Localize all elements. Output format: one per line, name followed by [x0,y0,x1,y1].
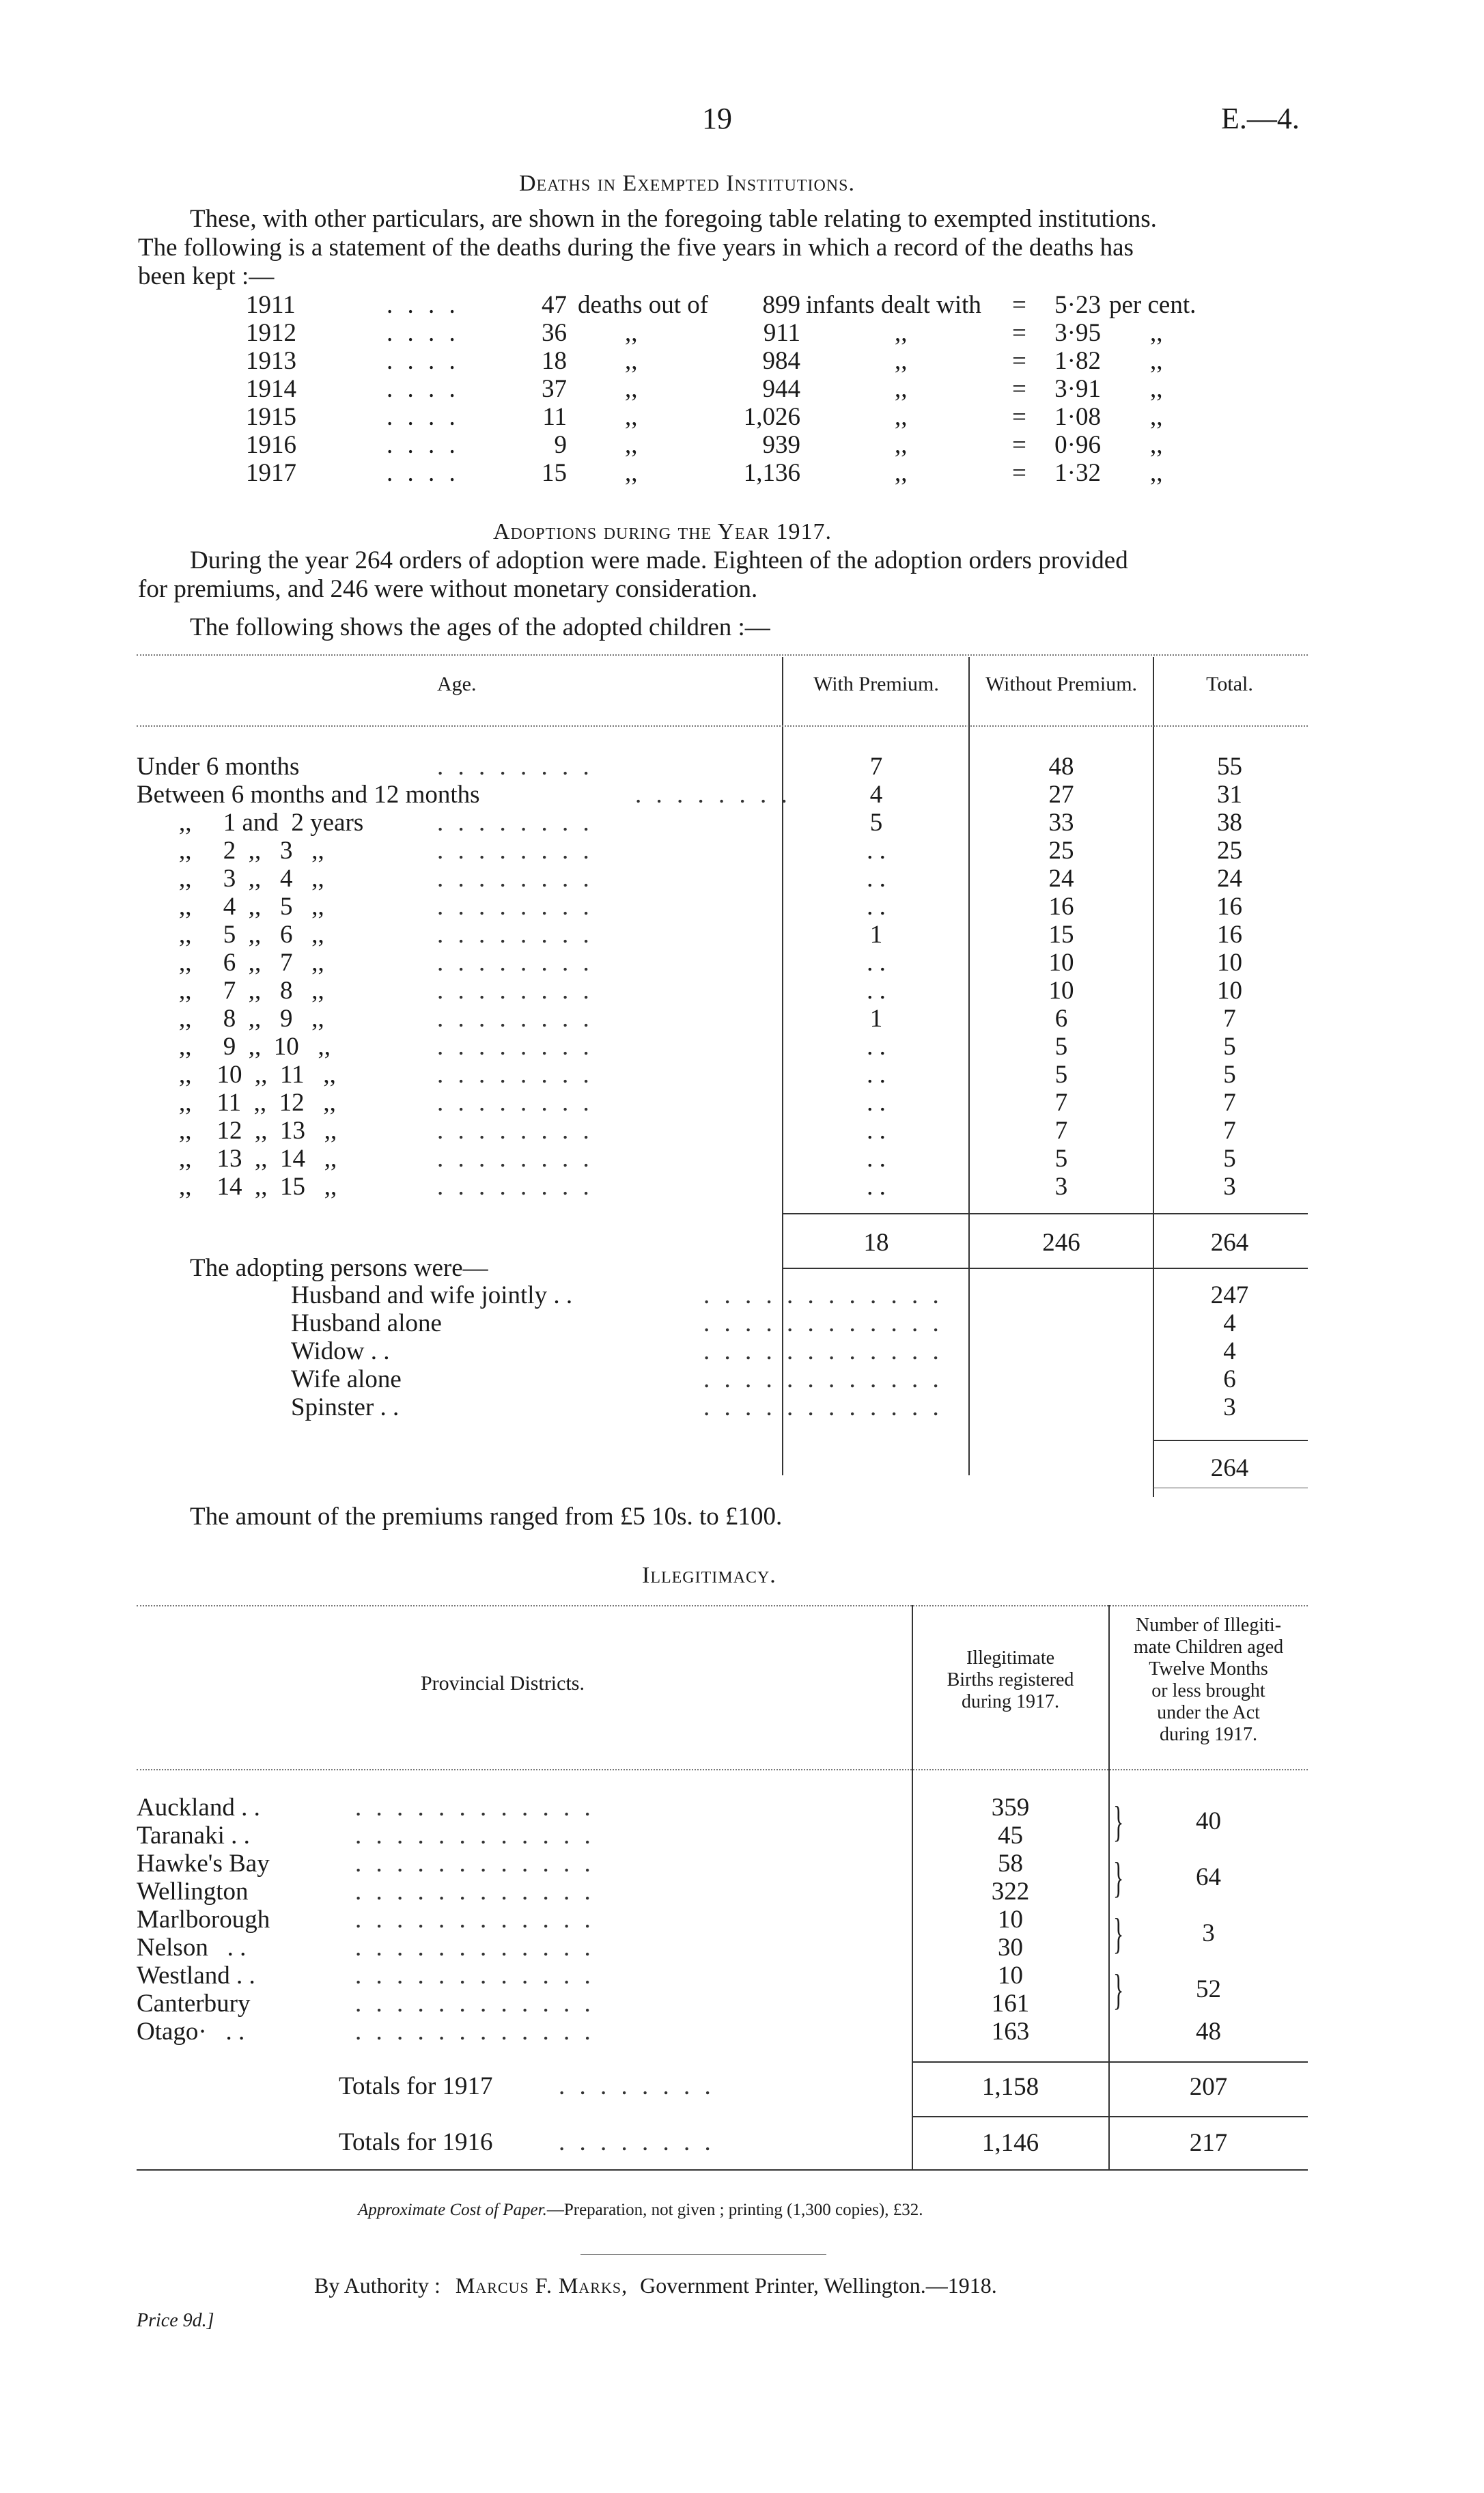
totals-1916-dots: . . . . . . . . [559,2128,715,2156]
deaths-out-of: ,, [625,459,638,487]
adoptions-total-with: 18 [863,1229,889,1257]
district-births: 10 [998,1962,1023,1990]
adopting-person-row [0,1393,1484,1421]
col-header-total: Total. [1206,673,1253,695]
illegitimacy-top-rule [137,1605,1308,1606]
adoptions-row [0,1145,1484,1173]
col-header-age: Age. [437,673,477,695]
adoption-age-dots: . . . . . . . . [437,949,593,977]
deaths-percentage: 1·08 [1054,403,1101,431]
adoption-age: ,, 13 ,, 14 ,, [179,1145,337,1173]
district-births: 45 [998,1822,1023,1850]
adoption-total: 16 [1217,921,1242,949]
deaths-unit: ,, [1150,375,1163,403]
adoption-age-dots: . . . . . . . . [437,1033,593,1061]
deaths-dealt-with: ,, [895,403,908,431]
deaths-infants: 939 [762,431,800,459]
deaths-equals: = [1012,403,1026,431]
district-dots: . . . . . . . . . . . . [355,1906,595,1934]
deaths-equals: = [1012,375,1026,403]
deaths-percentage: 3·95 [1054,319,1101,347]
col-header-without-premium: Without Premium. [985,673,1138,695]
deaths-infants: 1,026 [743,403,800,431]
adoption-without-premium: 5 [1054,1145,1068,1173]
adoptions-row [0,1005,1484,1033]
district-dots: . . . . . . . . . . . . [355,1962,595,1990]
adoption-total: 7 [1223,1117,1236,1145]
adoption-with-premium: . . [867,977,886,1005]
adoption-without-premium: 10 [1048,977,1074,1005]
adoption-with-premium: 5 [869,809,883,837]
totals-1917-children: 207 [1189,2073,1228,2101]
deaths-year: 1916 [246,431,296,459]
adoption-total: 5 [1223,1061,1236,1089]
deaths-out-of: ,, [625,319,638,347]
adopting-person-label: Widow . . [291,1337,390,1365]
district-births: 58 [998,1850,1023,1878]
adoptions-row [0,977,1484,1005]
deaths-year: 1914 [246,375,296,403]
births-header-line: during 1917. [961,1691,1060,1712]
children-group-value: 52 [1196,1975,1221,2003]
adoption-without-premium: 6 [1054,1005,1068,1033]
adoption-with-premium: . . [867,837,886,865]
district-name: Auckland . . [137,1794,260,1822]
adopting-total-rule [1153,1440,1308,1441]
adoption-total: 7 [1223,1005,1236,1033]
adoption-age-dots: . . . . . . . . [437,809,593,837]
adoption-with-premium: . . [867,865,886,893]
deaths-row [0,375,1484,403]
children-group-value: 40 [1196,1807,1221,1835]
adoption-age: ,, 7 ,, 8 ,, [179,977,324,1005]
deaths-count: 11 [542,403,567,431]
adoption-without-premium: 27 [1048,781,1074,809]
deaths-out-of: ,, [625,347,638,375]
adoptions-row [0,893,1484,921]
adopting-person-value: 3 [1223,1393,1236,1421]
district-dots: . . . . . . . . . . . . [355,1850,595,1878]
adoption-age-dots: . . . . . . . . [437,921,593,949]
brace-icon: } [1113,1797,1124,1846]
adoptions-row [0,865,1484,893]
deaths-count: 15 [542,459,567,487]
adoption-total: 10 [1217,977,1242,1005]
deaths-count: 18 [542,347,567,375]
adoption-without-premium: 25 [1048,837,1074,865]
deaths-dealt-with: ,, [895,319,908,347]
deaths-year: 1913 [246,347,296,375]
deaths-row-dots: . . . . [387,319,460,347]
illegitimacy-totals-rule-1 [912,2061,1308,2063]
deaths-unit: ,, [1150,347,1163,375]
col-header-births [912,1647,1108,1713]
adoptions-row [0,1061,1484,1089]
adoption-with-premium: . . [867,893,886,921]
adoptions-total-total: 264 [1210,1229,1249,1257]
adopting-person-label: Spinster . . [291,1393,400,1421]
adoption-age-dots: . . . . . . . . [437,1061,593,1089]
adopting-person-dots: . . . . . . . . . . . . [703,1281,943,1309]
adoptions-totals-top-rule [782,1213,1308,1214]
adoptions-row [0,1173,1484,1201]
adopting-person-value: 6 [1223,1365,1236,1393]
adoption-total: 16 [1217,893,1242,921]
children-group-value: 48 [1196,2018,1221,2046]
totals-1916-label: Totals for 1916 [339,2128,493,2156]
district-births: 10 [998,1906,1023,1934]
adoption-total: 24 [1217,865,1242,893]
adopting-person-row [0,1309,1484,1337]
adopting-person-value: 247 [1210,1281,1249,1309]
deaths-infants: 911 [763,319,800,347]
adoption-total: 31 [1217,781,1242,809]
adoption-without-premium: 5 [1054,1033,1068,1061]
adoptions-row [0,809,1484,837]
adoption-total: 3 [1223,1173,1236,1201]
adoption-age: ,, 14 ,, 15 ,, [179,1173,337,1201]
deaths-row-dots: . . . . [387,403,460,431]
adoptions-para-line-1: During the year 264 orders of adoption were made. Eighteen of the adoption orders provided [190,546,1128,574]
adoption-with-premium: . . [867,1033,886,1061]
district-name: Otago· . . [137,2018,245,2046]
deaths-count: 37 [542,375,567,403]
adoption-age: ,, 6 ,, 7 ,, [179,949,324,977]
adoptions-row [0,1033,1484,1061]
deaths-unit: ,, [1150,319,1163,347]
deaths-intro-line-3: been kept :— [138,262,275,290]
district-dots: . . . . . . . . . . . . [355,2018,595,2046]
deaths-row-dots: . . . . [387,431,460,459]
brace-icon: } [1113,1909,1124,1958]
adoption-age: ,, 8 ,, 9 ,, [179,1005,324,1033]
children-header-line: during 1917. [1159,1724,1258,1745]
illegitimacy-bottom-rule [137,2169,1308,2171]
deaths-dealt-with: ,, [895,431,908,459]
children-group-value: 64 [1196,1863,1221,1891]
deaths-equals: = [1012,291,1026,319]
adoption-total: 5 [1223,1033,1236,1061]
district-births: 161 [991,1990,1030,2018]
cost-text: —Preparation, not given ; printing (1,300 copies), £32. [546,2201,923,2219]
adoption-with-premium: 4 [869,781,883,809]
adoption-age: ,, 11 ,, 12 ,, [179,1089,336,1117]
adoption-without-premium: 15 [1048,921,1074,949]
adoption-age: ,, 2 ,, 3 ,, [179,837,324,865]
document-reference: E.—4. [1221,102,1300,135]
deaths-year: 1911 [246,291,296,319]
deaths-year: 1917 [246,459,296,487]
district-name: Taranaki . . [137,1822,250,1850]
col-header-with-premium: With Premium. [813,673,939,695]
brace-icon: } [1113,1965,1124,2014]
adoption-age-dots: . . . . . . . . [437,865,593,893]
adoption-age: ,, 4 ,, 5 ,, [179,893,324,921]
authority-suffix: Government Printer, Wellington.—1918. [640,2273,997,2298]
children-header-line: Twelve Months [1149,1658,1268,1680]
deaths-row-dots: . . . . [387,347,460,375]
adoption-age: Between 6 months and 12 months [137,781,480,809]
district-dots: . . . . . . . . . . . . [355,1822,595,1850]
adoption-with-premium: 7 [869,753,883,781]
totals-1916-births: 1,146 [981,2129,1039,2157]
illegitimacy-section-title: Illegitimacy. [642,1563,776,1588]
adoption-age: ,, 3 ,, 4 ,, [179,865,324,893]
illegitimacy-totals-rule-2 [912,2116,1308,2117]
adoptions-header-bottom-rule [137,725,1308,727]
adoption-with-premium: 1 [869,1005,883,1033]
district-births: 322 [991,1878,1030,1906]
adopting-person-row [0,1337,1484,1365]
deaths-row [0,291,1484,319]
totals-1916-children: 217 [1189,2129,1228,2157]
authority-prefix: By Authority : [314,2273,440,2298]
brace-icon: } [1113,1853,1124,1902]
adoption-without-premium: 10 [1048,949,1074,977]
deaths-count: 36 [542,319,567,347]
deaths-row [0,459,1484,487]
children-header-line: mate Children aged [1133,1637,1284,1658]
adoption-age: ,, 1 and 2 years [179,809,364,837]
col-header-children [1109,1615,1308,1746]
deaths-infants: 984 [762,347,800,375]
deaths-row [0,347,1484,375]
cost-label: Approximate Cost of Paper. [358,2201,547,2219]
adopting-person-dots: . . . . . . . . . . . . [703,1337,943,1365]
adoptions-row [0,781,1484,809]
adoption-without-premium: 5 [1054,1061,1068,1089]
district-name: Marlborough [137,1906,270,1934]
adoption-without-premium: 16 [1048,893,1074,921]
children-header-line: under the Act [1157,1702,1260,1723]
deaths-year: 1915 [246,403,296,431]
adoption-age-dots: . . . . . . . . [437,1089,593,1117]
deaths-unit: per cent. [1109,291,1196,319]
totals-1917-label: Totals for 1917 [339,2072,493,2100]
adoption-age-dots: . . . . . . . . [437,1145,593,1173]
adoption-age-dots: . . . . . . . . [437,837,593,865]
deaths-row [0,431,1484,459]
adoption-age-dots: . . . . . . . . [437,1005,593,1033]
adoptions-totals-bottom-rule [782,1268,1308,1269]
deaths-unit: ,, [1150,431,1163,459]
totals-1917-dots: . . . . . . . . [559,2072,715,2100]
deaths-dealt-with: ,, [895,459,908,487]
deaths-out-of: deaths out of [578,291,709,319]
adoptions-row [0,921,1484,949]
adoption-without-premium: 7 [1054,1117,1068,1145]
adoption-age: ,, 12 ,, 13 ,, [179,1117,337,1145]
deaths-out-of: ,, [625,375,638,403]
adoption-with-premium: . . [867,949,886,977]
adoption-with-premium: . . [867,1173,886,1201]
adoption-total: 38 [1217,809,1242,837]
deaths-percentage: 5·23 [1054,291,1101,319]
adopting-total: 264 [1210,1454,1249,1482]
deaths-row-dots: . . . . [387,375,460,403]
adoptions-row [0,753,1484,781]
district-name: Westland . . [137,1962,255,1990]
cost-of-paper [358,2201,923,2220]
adoption-age-dots: . . . . . . . . [437,1173,593,1201]
deaths-equals: = [1012,459,1026,487]
deaths-dealt-with: ,, [895,375,908,403]
deaths-percentage: 1·32 [1054,459,1101,487]
adopting-person-row [0,1281,1484,1309]
district-births: 163 [991,2018,1030,2046]
adoption-without-premium: 48 [1048,753,1074,781]
deaths-row-dots: . . . . [387,291,460,319]
adoption-without-premium: 24 [1048,865,1074,893]
adoptions-table-top-rule [137,654,1308,656]
footer-rule [580,2254,826,2255]
adopting-person-dots: . . . . . . . . . . . . [703,1365,943,1393]
deaths-percentage: 3·91 [1054,375,1101,403]
district-dots: . . . . . . . . . . . . [355,1794,595,1822]
premiums-note: The amount of the premiums ranged from £5 10s. to £100. [190,1503,783,1531]
adoption-age: ,, 5 ,, 6 ,, [179,921,324,949]
deaths-infants: 899 [762,291,800,319]
adoption-total: 5 [1223,1145,1236,1173]
adopting-person-dots: . . . . . . . . . . . . [703,1309,943,1337]
adoption-age-dots: . . . . . . . . [437,977,593,1005]
deaths-out-of: ,, [625,431,638,459]
adoption-without-premium: 3 [1054,1173,1068,1201]
deaths-percentage: 1·82 [1054,347,1101,375]
adopting-person-value: 4 [1223,1309,1236,1337]
births-header-line: Births registered [947,1669,1074,1690]
adoption-total: 10 [1217,949,1242,977]
children-group-value: 3 [1202,1919,1215,1947]
adoption-without-premium: 33 [1048,809,1074,837]
deaths-dealt-with: infants dealt with [806,291,981,319]
adoption-age: ,, 10 ,, 11 ,, [179,1061,336,1089]
deaths-unit: ,, [1150,459,1163,487]
adoptions-row [0,1089,1484,1117]
deaths-unit: ,, [1150,403,1163,431]
births-header-line: Illegitimate [966,1647,1055,1669]
district-dots: . . . . . . . . . . . . [355,1990,595,2018]
adoption-age-dots: . . . . . . . . [437,753,593,781]
deaths-equals: = [1012,431,1026,459]
adopting-person-label: Husband alone [291,1309,442,1337]
illegitimacy-header-bottom-rule [137,1769,1308,1770]
printer-name: Marcus F. Marks, [455,2273,628,2298]
deaths-year: 1912 [246,319,296,347]
adopting-person-label: Husband and wife jointly . . [291,1281,573,1309]
deaths-out-of: ,, [625,403,638,431]
page-number: 19 [702,102,732,135]
deaths-infants: 944 [762,375,800,403]
deaths-equals: = [1012,347,1026,375]
children-header-line: Number of Illegiti- [1135,1615,1282,1636]
adoption-with-premium: . . [867,1061,886,1089]
adopting-person-dots: . . . . . . . . . . . . [703,1393,943,1421]
adoption-without-premium: 7 [1054,1089,1068,1117]
deaths-equals: = [1012,319,1026,347]
children-header-line: or less brought [1151,1680,1265,1701]
deaths-row [0,319,1484,347]
adoptions-row [0,837,1484,865]
adopting-person-label: Wife alone [291,1365,402,1393]
adoption-with-premium: . . [867,1117,886,1145]
adoptions-para-line-2: for premiums, and 246 were without monetary consideration. [138,575,758,603]
district-dots: . . . . . . . . . . . . [355,1934,595,1962]
deaths-percentage: 0·96 [1054,431,1101,459]
district-name: Hawke's Bay [137,1850,270,1878]
deaths-dealt-with: ,, [895,347,908,375]
adoptions-total-without: 246 [1042,1229,1080,1257]
district-name: Wellington [137,1878,249,1906]
adoptions-section-title: Adoptions during the Year 1917. [493,519,832,544]
authority-line [314,2273,997,2298]
adoption-with-premium: . . [867,1089,886,1117]
district-dots: . . . . . . . . . . . . [355,1878,595,1906]
adoption-age-dots: . . . . . . . . [437,1117,593,1145]
adopting-person-row [0,1365,1484,1393]
adoption-total: 7 [1223,1089,1236,1117]
district-name: Nelson . . [137,1934,247,1962]
adoption-total: 25 [1217,837,1242,865]
district-name: Canterbury [137,1990,251,2018]
adoption-age: Under 6 months [137,753,300,781]
adopting-person-value: 4 [1223,1337,1236,1365]
adoption-age: ,, 9 ,, 10 ,, [179,1033,331,1061]
district-births: 30 [998,1934,1023,1962]
adoption-age-dots: . . . . . . . . [437,893,593,921]
deaths-row-dots: . . . . [387,459,460,487]
adoptions-row [0,949,1484,977]
deaths-row [0,403,1484,431]
col-header-district: Provincial Districts. [421,1672,585,1695]
district-births: 359 [991,1794,1030,1822]
adoption-total: 55 [1217,753,1242,781]
deaths-intro-line-2: The following is a statement of the deaths during the five years in which a record of the deaths has [138,234,1134,262]
totals-1917-births: 1,158 [981,2073,1039,2101]
adoption-with-premium: . . [867,1145,886,1173]
adopting-persons-title: The adopting persons were— [190,1254,488,1282]
deaths-section-title: Deaths in Exempted Institutions. [519,171,855,196]
deaths-count: 9 [554,431,567,459]
adoptions-para-2: The following shows the ages of the adopted children :— [190,613,770,641]
adoptions-row [0,1117,1484,1145]
adoption-with-premium: 1 [869,921,883,949]
deaths-intro-line-1: These, with other particulars, are shown in the foregoing table relating to exempted institutions. [190,205,1157,233]
deaths-infants: 1,136 [743,459,800,487]
adoption-age-dots: . . . . . . . . [635,781,792,809]
deaths-count: 47 [542,291,567,319]
price: Price 9d.] [137,2310,214,2331]
